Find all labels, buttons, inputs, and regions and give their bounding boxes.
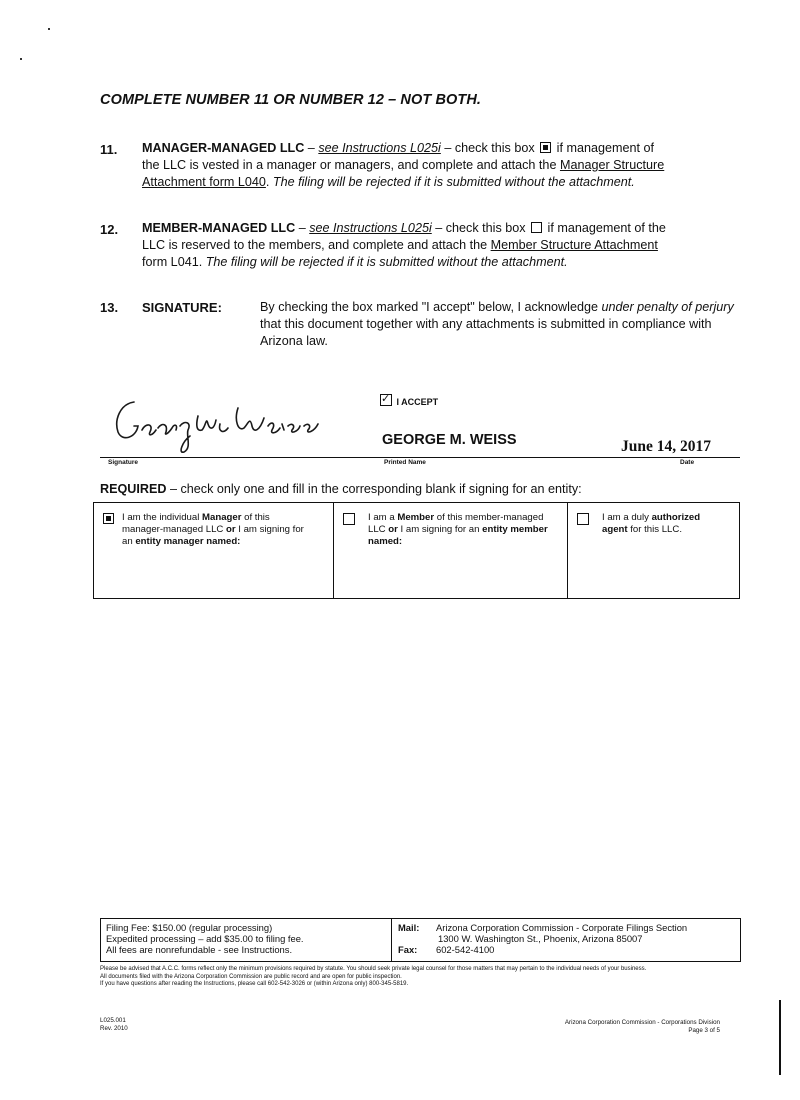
item-11-attachment-link-b[interactable]: Attachment form L040: [142, 175, 266, 189]
item-12-line3: form L041.: [142, 255, 206, 269]
item-11-text-post: if management of: [553, 141, 654, 155]
item-12-checkbox[interactable]: [531, 222, 542, 233]
item-13-text-b: that this document together with any attachments is submitted in compliance with Arizona law.: [260, 317, 712, 348]
option-agent-checkbox[interactable]: [577, 513, 589, 525]
item-12-line2: LLC is reserved to the members, and complete and attach the: [142, 238, 491, 252]
item-13-text-a: By checking the box marked "I accept" below, I acknowledge: [260, 300, 602, 314]
item-13-text: [260, 299, 735, 350]
form-code-block: [100, 1017, 128, 1032]
option-member-checkbox[interactable]: [343, 513, 355, 525]
footer-org: Arizona Corporation Commission - Corporations Division: [564, 1019, 720, 1026]
option-agent-text: [602, 512, 727, 536]
item-11-text: [142, 140, 742, 191]
mail-info: [398, 922, 738, 955]
opt-text: I am a duly: [602, 512, 652, 523]
item-12-instructions-link[interactable]: see Instructions L025i: [309, 221, 432, 235]
opt-text: of this manager-managed LLC: [122, 512, 270, 535]
signer-options-table: [93, 502, 740, 599]
caption-printed-name: Printed Name: [384, 459, 426, 466]
item-11-number: 11.: [100, 142, 118, 157]
mail-line: Arizona Corporation Commission - Corporate Filings Section: [436, 922, 688, 933]
option-manager-text: [122, 512, 307, 548]
fee-line: Expedited processing – add $35.00 to filing fee.: [106, 933, 304, 944]
opt-text: I am signing for an: [397, 524, 483, 535]
item-12-warning: The filing will be rejected if it is submitted without the attachment.: [205, 255, 568, 269]
scan-speck: [20, 58, 22, 60]
handwritten-signature: [112, 390, 342, 460]
signature-date: June 14, 2017: [621, 438, 711, 455]
dash: –: [295, 221, 310, 235]
item-11-line3-sep: .: [265, 175, 273, 189]
item-12-title: MEMBER-MANAGED LLC: [142, 221, 296, 235]
required-text: – check only one and fill in the corresponding blank if signing for an entity:: [166, 482, 582, 496]
required-instruction: [100, 482, 582, 496]
opt-bold: or: [226, 524, 236, 535]
opt-bold: or: [388, 524, 398, 535]
page-number: Page 3 of 5: [688, 1026, 720, 1034]
accept-row: [378, 394, 438, 407]
accept-checkbox[interactable]: [380, 394, 392, 406]
fax-label: Fax:: [398, 944, 418, 955]
item-11-checkbox[interactable]: [540, 142, 551, 153]
item-12-text: [142, 220, 742, 271]
dash: –: [304, 141, 319, 155]
option-member-text: [368, 512, 553, 548]
mail-line: 1300 W. Washington St., Phoenix, Arizona 85007: [438, 933, 643, 944]
item-12-attachment-link[interactable]: Member Structure Attachment: [490, 238, 658, 252]
fee-divider: [391, 919, 392, 961]
scan-edge-mark: [779, 1000, 781, 1075]
item-11-instructions-link[interactable]: see Instructions L025i: [318, 141, 441, 155]
printed-name: GEORGE M. WEISS: [382, 432, 517, 448]
required-label: REQUIRED: [100, 482, 167, 496]
item-12-text-pre: – check this box: [431, 221, 530, 235]
scan-speck: [48, 28, 50, 30]
option-manager-checkbox[interactable]: [103, 513, 114, 524]
fee-info: [106, 922, 386, 955]
opt-bold: Manager: [202, 512, 242, 523]
item-12-text-post: if management of the: [544, 221, 666, 235]
item-11-title: MANAGER-MANAGED LLC: [142, 141, 305, 155]
mail-label: Mail:: [398, 922, 420, 933]
opt-bold: authorized agent: [602, 512, 701, 535]
item-11-attachment-link-a[interactable]: Manager Structure: [559, 158, 665, 172]
item-13-text-italic: under penalty of perjury: [601, 300, 734, 314]
item-11-warning: The filing will be rejected if it is submitted without the attachment.: [272, 175, 635, 189]
signature-line: [100, 457, 740, 458]
footnotes: [100, 966, 740, 989]
option-member[interactable]: [334, 503, 568, 598]
option-agent[interactable]: [568, 503, 738, 598]
opt-text: I am a: [368, 512, 398, 523]
item-12-number: 12.: [100, 222, 119, 237]
caption-date: Date: [680, 459, 695, 466]
opt-text: I am signing for an: [122, 524, 304, 547]
fee-box: [100, 918, 741, 962]
item-13-number: 13.: [100, 300, 119, 315]
option-manager[interactable]: [94, 503, 334, 598]
fee-line: All fees are nonrefundable - see Instructions.: [106, 944, 293, 955]
fax-value: 602-542-4100: [436, 944, 495, 955]
footnote-line: If you have questions after reading the Instructions, please call 602-542-3026 or (within Arizona only) 800-345-5819.: [100, 981, 409, 988]
item-11-line2: the LLC is vested in a manager or managers, and complete and attach the: [142, 158, 560, 172]
opt-text: I am the individual: [122, 512, 202, 523]
footnote-line: All documents filed with the Arizona Corporation Commission are public record and are open for public inspection.: [100, 973, 402, 980]
accept-label: I ACCEPT: [396, 397, 439, 407]
footnote-line: Please be advised that A.C.C. forms reflect only the minimum provisions required by statute. You should seek private legal counsel for those matters that may pertain to the individual needs of your business.: [100, 966, 647, 972]
opt-bold: entity manager named:: [135, 536, 241, 547]
signature-scribble: [112, 390, 342, 455]
opt-bold: Member: [397, 512, 435, 523]
item-11-text-pre: – check this box: [440, 141, 539, 155]
opt-text: for this LLC.: [627, 524, 682, 535]
fee-line: Filing Fee: $150.00 (regular processing): [106, 922, 273, 933]
opt-bold: entity member named:: [368, 524, 548, 547]
form-revision: Rev. 2010: [100, 1024, 128, 1032]
form-code: L025.001: [100, 1017, 126, 1024]
footer-right: [520, 1019, 720, 1034]
opt-text: of this member-managed LLC: [368, 512, 544, 535]
caption-signature: Signature: [108, 459, 138, 466]
section-heading: COMPLETE NUMBER 11 OR NUMBER 12 – NOT BOTH.: [100, 92, 482, 108]
item-13-title: SIGNATURE:: [142, 300, 222, 315]
